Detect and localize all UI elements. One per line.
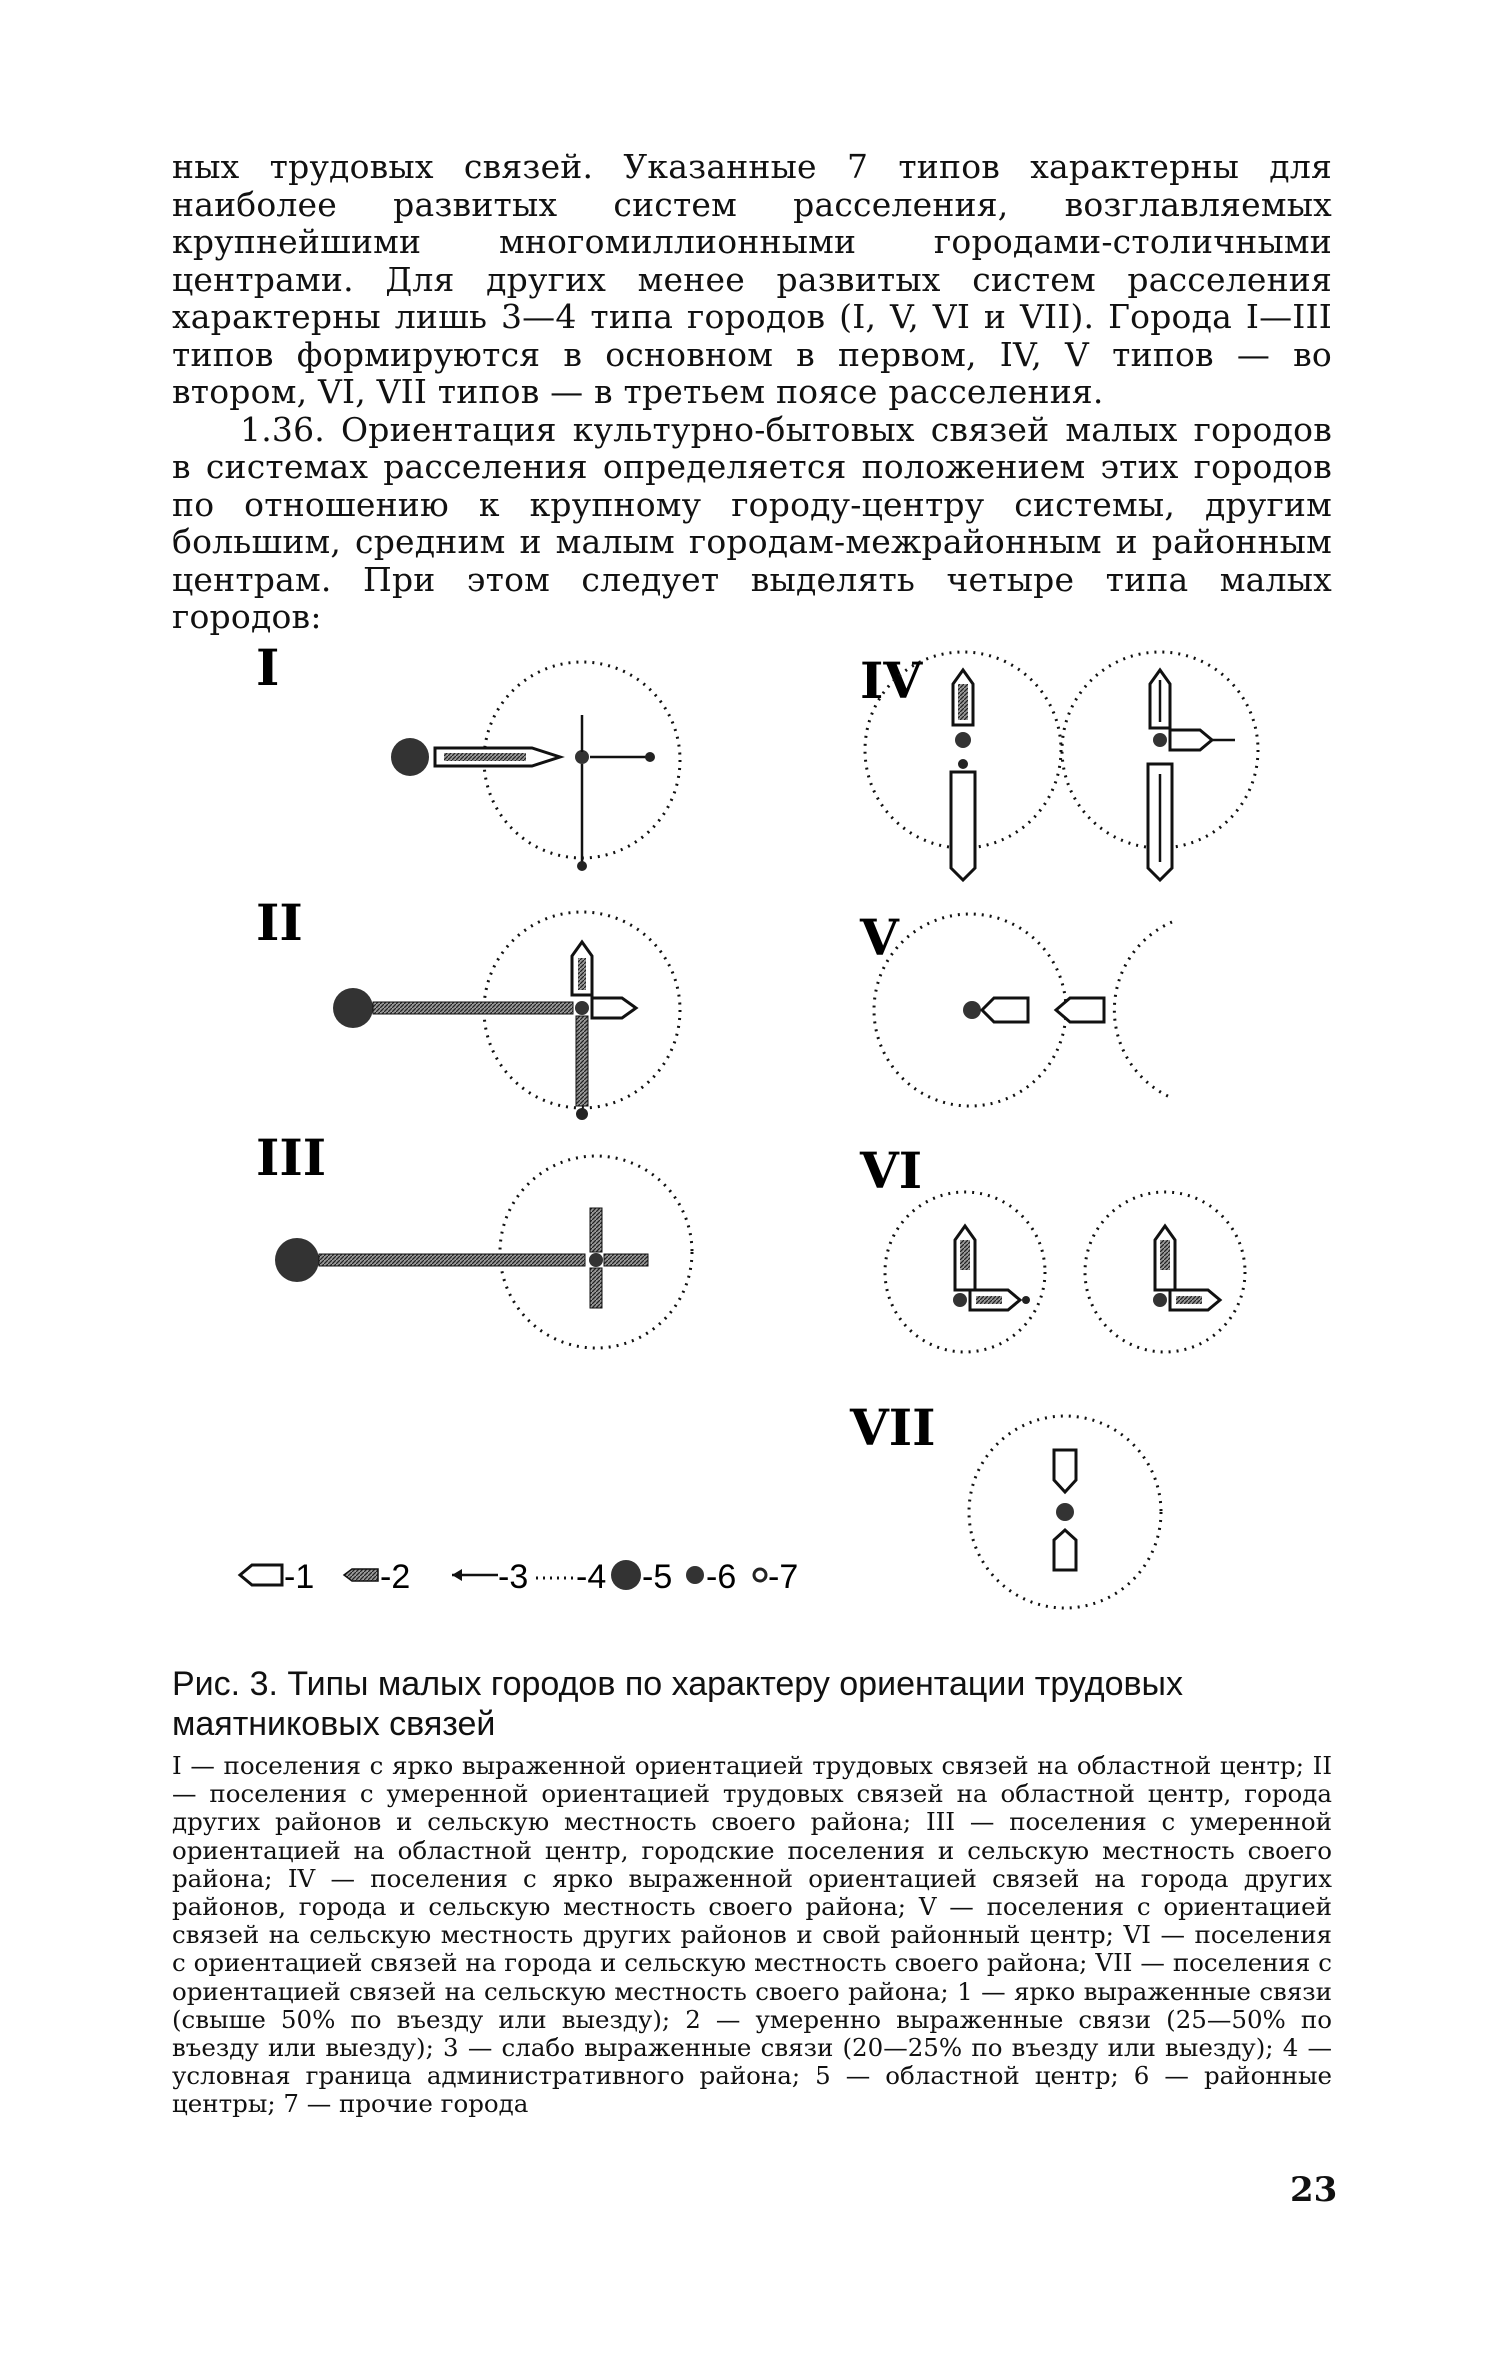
legend-symbol-moderate-link: [344, 1569, 378, 1581]
label-type-III: III: [256, 1128, 327, 1187]
moderate-link: [1176, 1296, 1202, 1304]
moderate-link: [444, 753, 526, 761]
page-number: 23: [1290, 2170, 1338, 2210]
other-town: [577, 861, 587, 871]
moderate-link: [1160, 1240, 1170, 1270]
district-center: [589, 1253, 603, 1267]
label-type-VII: VII: [850, 1398, 936, 1457]
legend-symbol-strong-link: [240, 1565, 282, 1585]
strong-link-arrow: [1054, 1530, 1076, 1570]
legend-symbol-district-center: [686, 1566, 704, 1584]
strong-link-arrow: [982, 998, 1028, 1022]
figure-caption-title: Рис. 3. Типы малых городов по характеру ориентации трудовых маятниковых связей: [172, 1665, 1183, 1743]
moderate-link: [373, 1002, 573, 1014]
panel-type-II: [333, 912, 680, 1120]
district-center: [1056, 1503, 1074, 1521]
other-town: [576, 1108, 588, 1120]
panel-type-I: [391, 662, 680, 871]
other-town: [958, 759, 968, 769]
regional-center: [275, 1238, 319, 1282]
strong-link-arrow: [951, 772, 975, 880]
district-center: [953, 1293, 967, 1307]
moderate-link: [960, 1240, 970, 1270]
district-center: [575, 1001, 589, 1015]
strong-link-arrow: [592, 998, 636, 1018]
legend-label-2: -2: [380, 1558, 411, 1596]
figure-diagram: [160, 640, 1340, 1640]
moderate-link: [976, 1296, 1002, 1304]
label-type-IV: IV: [860, 651, 923, 710]
moderate-link: [578, 958, 586, 990]
other-town: [645, 752, 655, 762]
legend-label-4: -4: [576, 1558, 607, 1596]
moderate-link: [958, 684, 968, 720]
figure-legend: [240, 1558, 798, 1596]
strong-link-arrow: [1056, 998, 1104, 1022]
legend-arrowhead: [452, 1569, 462, 1581]
label-type-II: II: [256, 893, 303, 952]
figure-caption-text: I — поселения с ярко выраженной ориентацией трудовых связей на областной центр; II — поселения с умеренной ориентацией трудовых связей на областной центр, города других районов и сельскую местность своего района; III — поселения с умеренной ориентацией на областной центр, городские поселения и сельскую местность своего района; IV — поселения с ярко выраженной ориентацией связей на города других районов, города и сельскую местность своего района; V — поселения с ориентацией связей на сельскую местность других районов и свой районный центр; VI — поселения с ориентацией связей на города и сельскую местность своего района; VII — поселения с ориентацией связей на сельскую местность своего района; 1 — ярко выраженные связи (свыше 50% по въезду или выезду); 2 — умеренно выраженные связи (25—50% по въезду или выезду); 3 — слабо выраженные связи (20—25% по въезду или выезду); 4 — условная граница административного района; 5 — областной центр; 6 — районные центры; 7 — прочие города: [172, 1751, 1332, 2119]
legend-label-3: -3: [498, 1558, 529, 1596]
regional-center: [333, 988, 373, 1028]
legend-symbol-other-town: [754, 1569, 766, 1581]
body-text: [172, 148, 1332, 636]
district-center: [963, 1001, 981, 1019]
moderate-link: [590, 1268, 602, 1308]
strong-link-arrow: [1170, 730, 1212, 750]
figure-3: [160, 640, 1340, 1640]
panel-type-IV: [865, 652, 1258, 880]
district-center: [575, 750, 589, 764]
district-center: [1153, 1293, 1167, 1307]
moderate-link: [576, 1016, 588, 1106]
label-type-I: I: [256, 640, 280, 697]
moderate-link: [590, 1208, 602, 1252]
moderate-link: [319, 1254, 585, 1266]
paragraph-continuation: ных трудовых связей. Указанные 7 типов характерны для наиболее развитых систем расселения, возглавляемых крупнейшими многомиллионными городами-столичными центрами. Для других менее развитых систем расселения характерны лишь 3—4 типа городов (I, V, VI и VII). Города I—III типов формируются в основном в первом, IV, V типов — во втором, VI, VII типов — в третьем поясе расселения.: [172, 147, 1332, 411]
district-center: [955, 732, 971, 748]
panel-type-VI: [885, 1192, 1245, 1352]
regional-center: [391, 738, 429, 776]
other-town: [1022, 1296, 1030, 1304]
legend-label-7: -7: [768, 1558, 799, 1596]
strong-link-arrow: [1054, 1450, 1076, 1492]
panel-type-V: [874, 914, 1172, 1106]
moderate-link: [604, 1254, 648, 1266]
legend-label-1: -1: [284, 1558, 315, 1596]
paragraph-1-36: 1.36. Ориентация культурно-бытовых связей малых городов в системах расселения определяется положением этих городов по отношению к крупному городу-центру системы, другим большим, средним и малым городам-межрайонным и районным центрам. При этом следует выделять четыре типа малых городов:: [172, 409, 1332, 636]
district-center: [1153, 733, 1167, 747]
neighbor-district-boundary: [1114, 922, 1172, 1098]
legend-label-5: -5: [642, 1558, 673, 1596]
panel-type-III: [275, 1156, 692, 1348]
legend-label-6: -6: [706, 1558, 737, 1596]
legend-symbol-regional-center: [611, 1560, 641, 1590]
label-type-V: V: [860, 908, 899, 967]
panel-type-VII: [969, 1416, 1161, 1608]
label-type-VI: VI: [860, 1141, 923, 1200]
